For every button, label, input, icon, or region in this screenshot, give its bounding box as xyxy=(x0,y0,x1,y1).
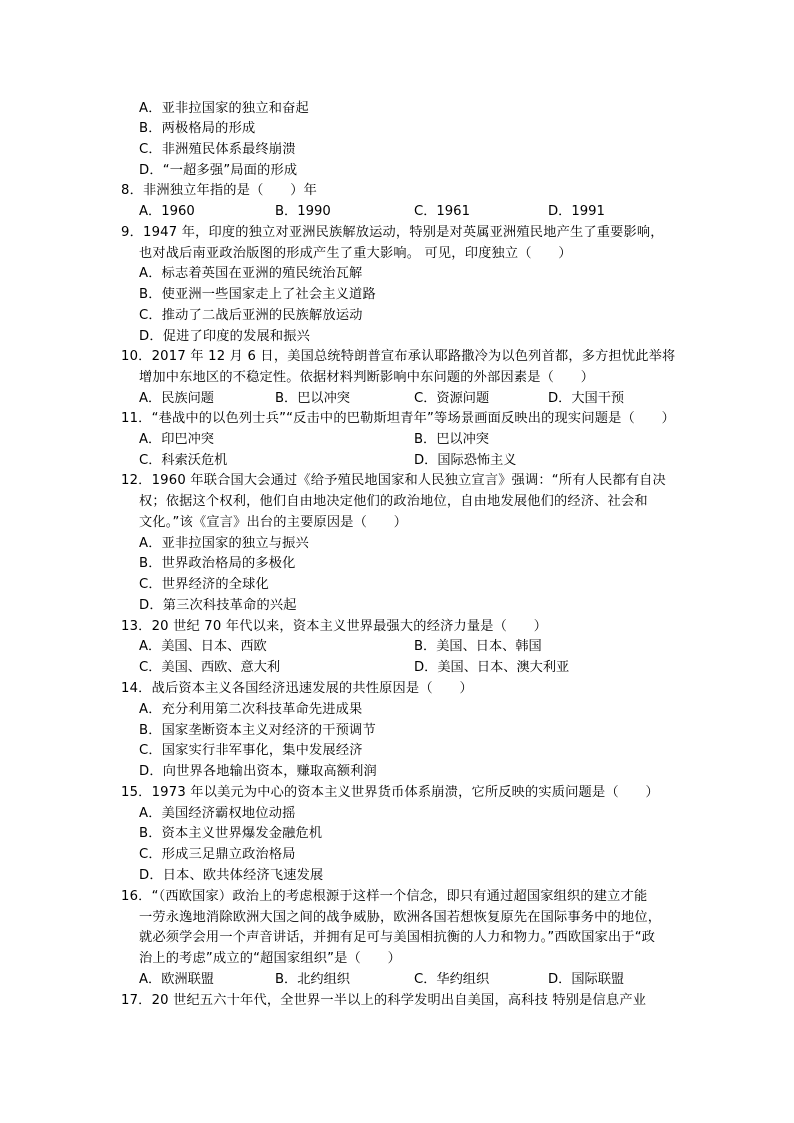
q12-stem-line-1: 12．1960 年联合国大会通过《给予殖民地国家和人民独立宣言》强调：“所有人民都有自决 xyxy=(121,473,666,488)
q11-option-a: A．印巴冲突 xyxy=(139,432,214,447)
q12-option-d: D．第三次科技革命的兴起 xyxy=(139,598,297,613)
q8-option-a: A．1960 xyxy=(139,204,195,219)
q12-stem-line-2: 权；依据这个权利，他们自由地决定他们的政治地位，自由地发展他们的经济、社会和 xyxy=(139,494,648,509)
q15-option-a: A．美国经济霸权地位动摇 xyxy=(139,806,296,821)
q9-option-c: C．推动了二战后亚洲的民族解放运动 xyxy=(139,308,363,323)
q15-option-d: D．日本、欧共体经济飞速发展 xyxy=(139,868,324,883)
q12-option-c: C．世界经济的全球化 xyxy=(139,577,269,592)
q12-stem-line-3: 文化。”该《宣言》出台的主要原因是（ ） xyxy=(139,515,408,530)
q16-stem-line-1: 16．“（西欧国家）政治上的考虑根源于这样一个信念，即只有通过超国家组织的建立才能 xyxy=(121,889,648,904)
q11-option-c: C．科索沃危机 xyxy=(139,453,228,468)
q13-stem: 13．20 世纪 70 年代以来，资本主义世界最强大的经济力量是（ ） xyxy=(121,619,548,634)
q9-stem-line-1: 9．1947 年，印度的独立对亚洲民族解放运动，特别是对英属亚洲殖民地产生了重要影响， xyxy=(121,225,664,240)
q9-option-a: A．标志着英国在亚洲的殖民统治瓦解 xyxy=(139,266,363,281)
q17-stem: 17．20 世纪五六十年代，全世界一半以上的科学发明出自美国，高科技 特别是信息产业 xyxy=(121,993,647,1008)
q15-option-c: C．形成三足鼎立政治格局 xyxy=(139,847,296,862)
q9-stem-line-2: 也对战后南亚政治版图的形成产生了重大影响。 可见，印度独立（ ） xyxy=(139,246,572,261)
q11-stem: 11．“巷战中的以色列士兵”“反击中的巴勒斯坦青年”等场景画面反映出的现实问题是（ ） xyxy=(121,411,676,426)
q13-option-c: C．美国、西欧、意大利 xyxy=(139,660,281,675)
q12-option-b: B．世界政治格局的多极化 xyxy=(139,556,296,571)
q16-option-d: D．国际联盟 xyxy=(548,972,625,987)
q12-option-a: A．亚非拉国家的独立与振兴 xyxy=(139,536,309,551)
q13-option-b: B．美国、日本、韩国 xyxy=(414,639,542,654)
q10-option-c: C．资源问题 xyxy=(414,391,490,406)
q16-option-b: B．北约组织 xyxy=(275,972,350,987)
q16-option-c: C．华约组织 xyxy=(414,972,490,987)
q8-option-c: C．1961 xyxy=(414,204,470,219)
q16-option-a: A．欧洲联盟 xyxy=(139,972,214,987)
q7-option-d: D．“一超多强”局面的形成 xyxy=(139,163,298,178)
q10-stem-line-2: 增加中东地区的不稳定性。依据材料判断影响中东问题的外部因素是（ ） xyxy=(139,370,595,385)
q14-stem: 14．战后资本主义各国经济迅速发展的共性原因是（ ） xyxy=(121,681,473,696)
q10-option-b: B．巴以冲突 xyxy=(275,391,350,406)
q14-option-c: C．国家实行非军事化，集中发展经济 xyxy=(139,743,363,758)
q14-option-a: A．充分利用第二次科技革命先进成果 xyxy=(139,702,363,717)
q14-option-b: B．国家垄断资本主义对经济的干预调节 xyxy=(139,723,376,738)
q7-option-b: B．两极格局的形成 xyxy=(139,121,256,136)
q13-option-d: D．美国、日本、澳大利亚 xyxy=(414,660,570,675)
q16-stem-line-4: 治上的考虑”成立的“超国家组织”是（ ） xyxy=(139,951,402,966)
q10-option-d: D．大国干预 xyxy=(548,391,625,406)
q8-option-b: B．1990 xyxy=(275,204,331,219)
q8-option-d: D．1991 xyxy=(548,204,605,219)
q15-option-b: B．资本主义世界爆发金融危机 xyxy=(139,826,323,841)
q10-option-a: A．民族问题 xyxy=(139,391,214,406)
q15-stem: 15．1973 年以美元为中心的资本主义世界货币体系崩溃，它所反映的实质问题是（ ） xyxy=(121,785,659,800)
q16-stem-line-2: 一劳永逸地消除欧洲大国之间的战争威胁，欧洲各国若想恢复原先在国际事务中的地位， xyxy=(139,910,662,925)
q7-option-c: C．非洲殖民体系最终崩溃 xyxy=(139,142,296,157)
q11-option-b: B．巴以冲突 xyxy=(414,432,489,447)
q8-stem: 8．非洲独立年指的是（ ）年 xyxy=(121,183,318,198)
q14-option-d: D．向世界各地输出资本，赚取高额利润 xyxy=(139,764,377,779)
q13-option-a: A．美国、日本、西欧 xyxy=(139,639,267,654)
q11-option-d: D．国际恐怖主义 xyxy=(414,453,517,468)
q9-option-b: B．使亚洲一些国家走上了社会主义道路 xyxy=(139,287,376,302)
q10-stem-line-1: 10．2017 年 12 月 6 日，美国总统特朗普宣布承认耶路撒冷为以色列首都，多方担忧此举将 xyxy=(121,349,676,364)
q16-stem-line-3: 就必须学会用一个声音讲话，并拥有足可与美国相抗衡的人力和物力。”西欧国家出于“政 xyxy=(139,930,656,945)
q9-option-d: D．促进了印度的发展和振兴 xyxy=(139,329,311,344)
q7-option-a: A．亚非拉国家的独立和奋起 xyxy=(139,101,309,116)
